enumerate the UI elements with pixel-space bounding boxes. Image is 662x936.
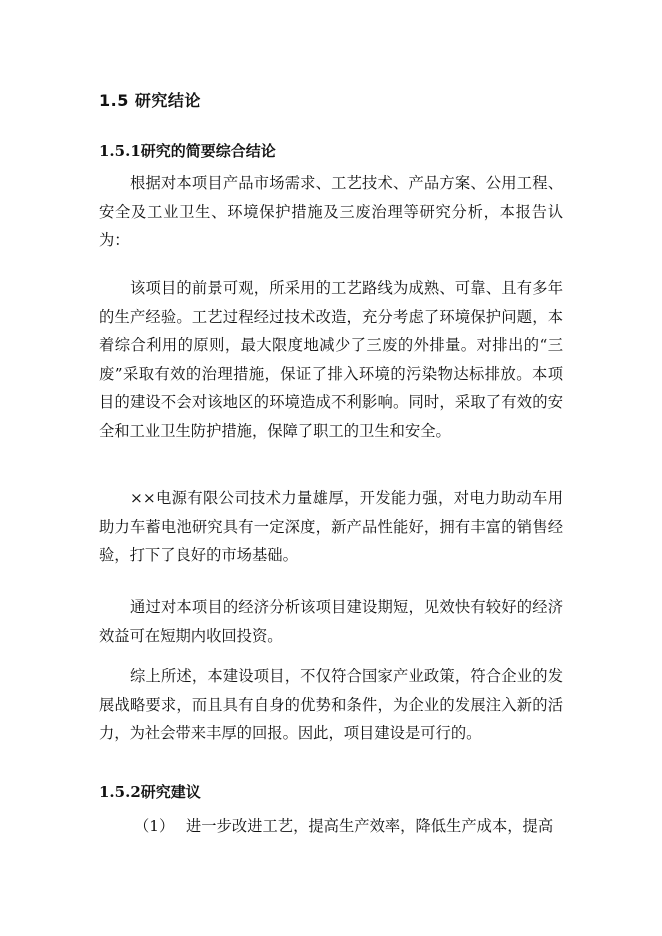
subsection-title: 研究的简要综合结论 bbox=[140, 142, 276, 160]
section-heading: 1.5 研究结论 bbox=[99, 91, 201, 110]
recommendation-item bbox=[134, 812, 564, 841]
subsection-heading-2 bbox=[99, 781, 201, 802]
paragraph-company: ××电源有限公司技术力量雄厚，开发能力强，对电力助动车用助力车蓄电池研究具有一定深度，新产品性能好，拥有丰富的销售经验，打下了良好的市场基础。 bbox=[99, 489, 563, 564]
paragraph-summary: 综上所述，本建设项目，不仅符合国家产业政策，符合企业的发展战略要求，而且具有自身的优势和条件，为企业的发展注入新的活力，为社会带来丰厚的回报。因此，项目建设是可行的。 bbox=[99, 667, 563, 742]
list-marker: （1） bbox=[134, 817, 175, 835]
recommendation-text: 进一步改进工艺，提高生产效率，降低生产成本，提高 bbox=[186, 817, 554, 835]
subsection-heading-1 bbox=[99, 140, 276, 161]
paragraph-economics: 通过对本项目的经济分析该项目建设期短，见效快有较好的经济效益可在短期内收回投资。 bbox=[99, 598, 563, 645]
paragraph-intro: 根据对本项目产品市场需求、工艺技术、产品方案、公用工程、安全及工业卫生、环境保护措施及三废治理等研究分析，本报告认为： bbox=[99, 174, 563, 249]
paragraph-prospects: 该项目的前景可观，所采用的工艺路线为成熟、可靠、且有多年的生产经验。工艺过程经过技术改造，充分考虑了环境保护问题，本着综合利用的原则，最大限度地减少了三废的外排量。对排出的“三废”采取有效的治理措施，保证了排入环境的污染物达标排放。本项目的建设不会对该地区的环境造成不利影响。同时，采取了有效的安全和工业卫生防护措施，保障了职工的卫生和安全。 bbox=[99, 279, 563, 440]
subsection-number: 1.5.1 bbox=[99, 142, 141, 160]
subsection-number: 1.5.2 bbox=[99, 783, 141, 801]
subsection-title: 研究建议 bbox=[140, 783, 201, 801]
